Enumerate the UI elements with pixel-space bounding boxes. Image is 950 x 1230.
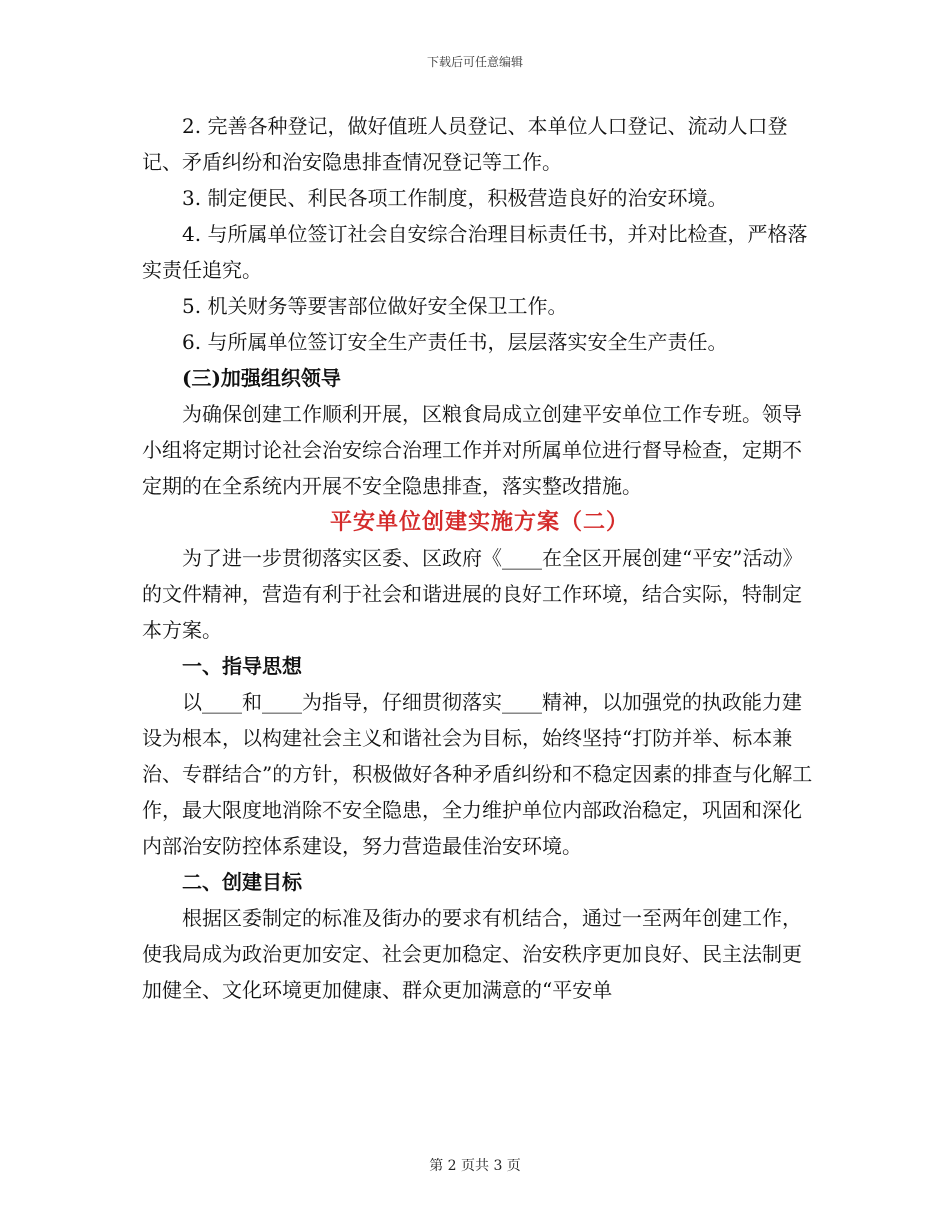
document-body <box>142 108 817 1008</box>
paragraph-guiding-thought: 以____和____为指导，仔细贯彻落实____精神，以加强党的执政能力建设为根本，以构建社会主义和谐社会为目标，始终坚持“打防并举、标本兼治、专群结合”的方针，积极做好各种矛盾纠纷和不稳定因素的排查与化解工作，最大限度地消除不安全隐患，全力维护单位内部政治稳定，巩固和深化内部治安防控体系建设，努力营造最佳治安环境。 <box>142 690 813 858</box>
paragraph-goals: 根据区委制定的标准及街办的要求有机结合，通过一至两年创建工作，使我局成为政治更加安定、社会更加稳定、治安秩序更加良好、民主法制更加健全、文化环境更加健康、群众更加满意的“平安单 <box>142 906 802 1002</box>
page-footer: 第 2 页共 3 页 <box>429 1158 521 1174</box>
list-item-5: 5. 机关财务等要害部位做好安全保卫工作。 <box>182 294 568 318</box>
document-title: 平安单位创建实施方案（二） <box>329 509 629 535</box>
section-heading-organization: (三)加强组织领导 <box>182 366 341 390</box>
list-item-4: 4. 与所属单位签订社会自安综合治理目标责任书，并对比检查，严格落实责任追究。 <box>142 222 808 282</box>
section-heading-goals: 二、创建目标 <box>182 870 302 894</box>
section-heading-guiding-thought: 一、指导思想 <box>182 654 302 678</box>
page-header: 下载后可任意编辑 <box>426 55 523 69</box>
list-item-2: 2. 完善各种登记，做好值班人员登记、本单位人口登记、流动人口登记、矛盾纠纷和治安隐患排查情况登记等工作。 <box>142 114 788 174</box>
paragraph-intro: 为了进一步贯彻落实区委、区政府《____在全区开展创建“平安”活动》的文件精神，营造有利于社会和谐进展的良好工作环境，结合实际，特制定本方案。 <box>142 546 803 642</box>
list-item-6: 6. 与所属单位签订安全生产责任书，层层落实安全生产责任。 <box>182 330 728 354</box>
paragraph-organization: 为确保创建工作顺利开展，区粮食局成立创建平安单位工作专班。领导小组将定期讨论社会治安综合治理工作并对所属单位进行督导检查，定期不定期的在全系统内开展不安全隐患排查，落实整改措施。 <box>142 402 802 498</box>
list-item-3: 3. 制定便民、利民各项工作制度，积极营造良好的治安环境。 <box>182 186 728 210</box>
